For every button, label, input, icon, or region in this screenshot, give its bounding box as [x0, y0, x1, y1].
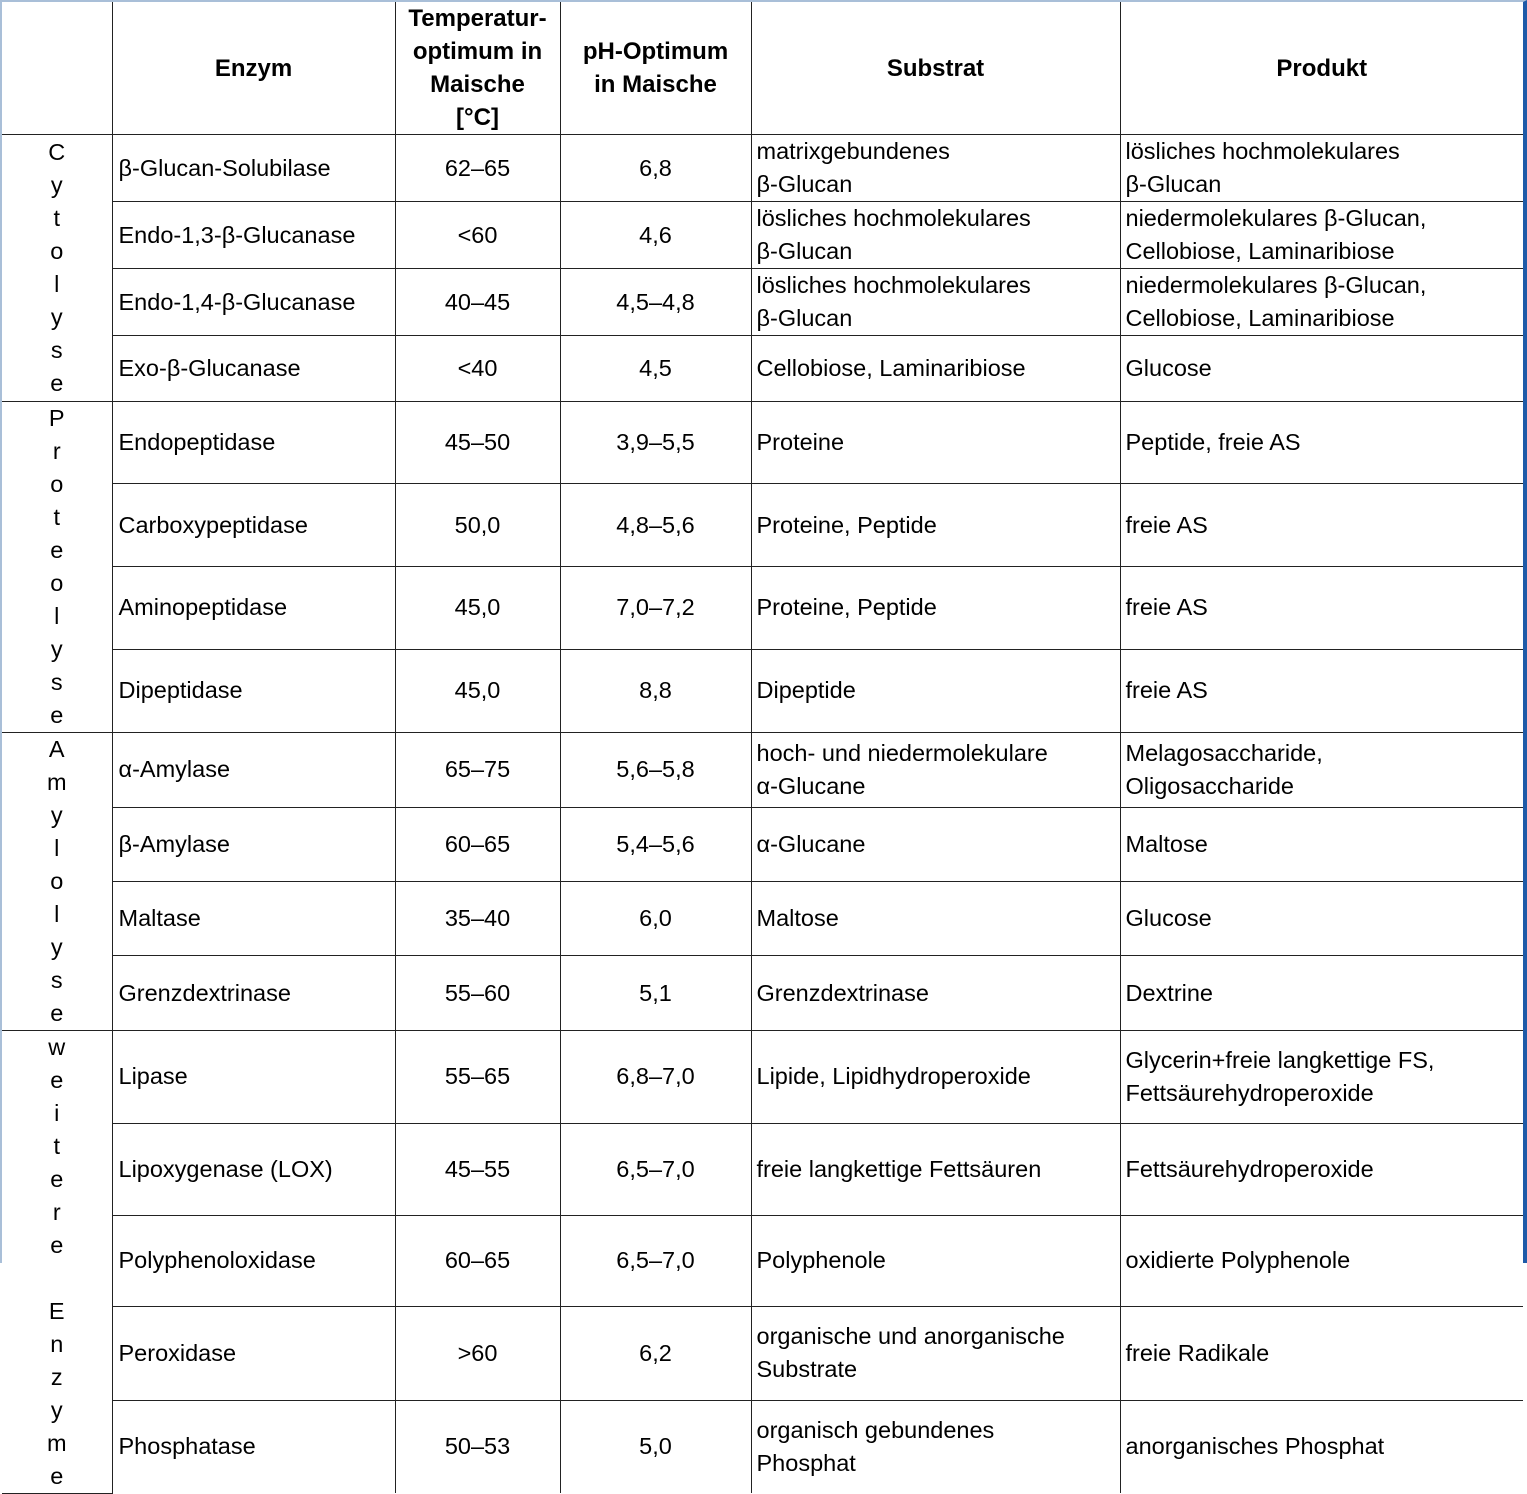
ph-cell: 4,5 [560, 336, 751, 402]
ph-cell: 6,8–7,0 [560, 1030, 751, 1124]
substrate-line: β-Glucan [756, 305, 853, 331]
temperature-cell: 50–53 [395, 1400, 560, 1493]
product-cell [1120, 401, 1523, 484]
table-row [2, 336, 1523, 402]
temperature-cell: <40 [395, 336, 560, 402]
product-cell [1120, 1124, 1523, 1216]
ph-cell: 6,0 [560, 882, 751, 956]
product-line: niedermolekulares β-Glucan, [1125, 205, 1427, 231]
substrate-line: Cellobiose, Laminaribiose [756, 354, 1026, 381]
table-row [2, 882, 1523, 956]
table-row [2, 401, 1523, 484]
table-row [2, 1400, 1523, 1493]
temperature-cell: 35–40 [395, 882, 560, 956]
group-label-char: P [48, 404, 65, 431]
enzyme-table [2, 2, 1523, 1494]
group-label-char: m [46, 768, 67, 795]
group-label-char: t [53, 204, 61, 231]
group-label-char: s [50, 668, 63, 695]
product-line: Glucose [1125, 354, 1212, 381]
substrate-line: Dipeptide [756, 677, 856, 704]
ph-cell: 5,6–5,8 [560, 732, 751, 808]
substrate-line: Proteine, Peptide [756, 511, 937, 538]
enzyme-cell: α-Amylase [112, 732, 395, 808]
header-row [2, 2, 1523, 135]
ph-cell: 5,1 [560, 956, 751, 1030]
header-temperature-line: Temperatur- [408, 5, 547, 32]
substrate-cell [751, 269, 1120, 336]
group-label-char: y [50, 303, 63, 330]
substrate-cell [751, 732, 1120, 808]
temperature-cell: 55–65 [395, 1030, 560, 1124]
substrate-line: organische und anorganische [756, 1323, 1065, 1350]
substrate-cell [751, 1307, 1120, 1401]
ph-cell: 8,8 [560, 649, 751, 732]
substrate-line: organisch gebundenes [756, 1416, 995, 1443]
enzyme-cell: Grenzdextrinase [112, 956, 395, 1030]
group-label-char: t [53, 503, 61, 530]
enzyme-cell: β-Amylase [112, 808, 395, 882]
temperature-cell: 45–50 [395, 401, 560, 484]
enzyme-cell: Endo-1,3-β-Glucanase [112, 202, 395, 269]
product-line: freie Radikale [1125, 1339, 1270, 1366]
table-row [2, 1124, 1523, 1216]
product-cell [1120, 882, 1523, 956]
substrate-cell [751, 882, 1120, 956]
group-label-char: A [48, 735, 65, 762]
substrate-cell [751, 808, 1120, 882]
table-row [2, 269, 1523, 336]
header-temperature [395, 2, 560, 135]
group-label-char: i [54, 1099, 60, 1126]
header-ph-line: pH-Optimum [582, 38, 729, 65]
substrate-line: Proteine, Peptide [756, 594, 937, 621]
product-line: Cellobiose, Laminaribiose [1125, 238, 1395, 264]
product-line: Oligosaccharide [1125, 772, 1295, 799]
group-label-char: e [50, 1165, 64, 1192]
product-line: Melagosaccharide, [1125, 739, 1323, 766]
enzyme-cell: β-Glucan-Solubilase [112, 135, 395, 202]
group-label-char: e [50, 1462, 64, 1489]
group-label-char: l [54, 900, 60, 927]
substrate-line: Grenzdextrinase [756, 979, 929, 1006]
ph-cell: 6,8 [560, 135, 751, 202]
group-label-char: n [50, 1330, 64, 1357]
table-row [2, 649, 1523, 732]
temperature-cell: <60 [395, 202, 560, 269]
product-cell [1120, 135, 1523, 202]
product-line: Dextrine [1125, 979, 1214, 1006]
substrate-line: β-Glucan [756, 171, 853, 197]
group-label-char: o [50, 867, 64, 894]
table-row [2, 1307, 1523, 1401]
temperature-cell: 45,0 [395, 649, 560, 732]
temperature-cell: 45,0 [395, 567, 560, 650]
substrate-line: Maltose [756, 905, 839, 932]
substrate-line: β-Glucan [756, 238, 853, 264]
temperature-cell: 62–65 [395, 135, 560, 202]
enzyme-cell: Phosphatase [112, 1400, 395, 1493]
substrate-line: lösliches hochmolekulares [756, 205, 1031, 231]
header-temperature-line: optimum in [412, 38, 543, 65]
group-label-text [2, 733, 112, 1030]
substrate-cell [751, 484, 1120, 567]
temperature-cell: 40–45 [395, 269, 560, 336]
ph-cell: 3,9–5,5 [560, 401, 751, 484]
group-label-char: l [54, 270, 60, 297]
substrate-cell [751, 956, 1120, 1030]
product-cell [1120, 202, 1523, 269]
substrate-cell [751, 1215, 1120, 1307]
substrate-line: Polyphenole [756, 1247, 886, 1274]
group-label-char: r [52, 1198, 61, 1225]
group-label-char: e [50, 1231, 64, 1258]
group-label-char: y [50, 1396, 63, 1423]
product-cell [1120, 269, 1523, 336]
product-line: freie AS [1125, 511, 1208, 538]
temperature-cell: 50,0 [395, 484, 560, 567]
group-label-char: e [50, 536, 64, 563]
group-label-char: y [50, 635, 63, 662]
enzyme-cell: Exo-β-Glucanase [112, 336, 395, 402]
group-label [2, 135, 112, 402]
substrate-line: Lipide, Lipidhydroperoxide [756, 1063, 1031, 1090]
substrate-cell [751, 1400, 1120, 1493]
temperature-cell: 60–65 [395, 808, 560, 882]
group-label-char: o [50, 237, 64, 264]
enzyme-cell: Lipoxygenase (LOX) [112, 1124, 395, 1216]
product-cell [1120, 956, 1523, 1030]
table-row [2, 135, 1523, 202]
enzyme-cell: Peroxidase [112, 1307, 395, 1401]
ph-cell: 5,4–5,6 [560, 808, 751, 882]
group-label-char: l [54, 834, 60, 861]
enzyme-cell: Carboxypeptidase [112, 484, 395, 567]
group-label-char: y [50, 171, 63, 198]
product-cell [1120, 484, 1523, 567]
enzyme-cell: Maltase [112, 882, 395, 956]
substrate-cell [751, 401, 1120, 484]
group-label-char: z [50, 1363, 63, 1390]
temperature-cell: 55–60 [395, 956, 560, 1030]
group-label-char: m [46, 1429, 67, 1456]
product-cell [1120, 1307, 1523, 1401]
ph-cell: 7,0–7,2 [560, 567, 751, 650]
group-label-text [2, 1031, 112, 1493]
product-cell [1120, 732, 1523, 808]
temperature-cell: 60–65 [395, 1215, 560, 1307]
group-label [2, 732, 112, 1030]
group-label-char: y [50, 933, 63, 960]
header-temperature-line: [°C] [456, 104, 499, 131]
substrate-cell [751, 135, 1120, 202]
header-product: Produkt [1120, 2, 1523, 135]
substrate-line: Substrate [756, 1356, 858, 1383]
substrate-line: Proteine [756, 428, 845, 455]
table-row [2, 567, 1523, 650]
group-label-char: E [48, 1297, 65, 1324]
product-line: Fettsäurehydroperoxide [1125, 1079, 1374, 1106]
product-cell [1120, 336, 1523, 402]
product-line: Cellobiose, Laminaribiose [1125, 305, 1395, 331]
product-line: Fettsäurehydroperoxide [1125, 1155, 1374, 1182]
group-label [2, 401, 112, 732]
enzyme-cell: Endopeptidase [112, 401, 395, 484]
substrate-line: α-Glucane [756, 831, 866, 858]
product-cell [1120, 808, 1523, 882]
product-cell [1120, 567, 1523, 650]
substrate-line: Phosphat [756, 1449, 856, 1476]
product-line: Maltose [1125, 831, 1208, 858]
product-cell [1120, 1030, 1523, 1124]
substrate-cell [751, 1124, 1120, 1216]
product-line: freie AS [1125, 677, 1208, 704]
group-label-char: C [48, 138, 66, 165]
product-line: niedermolekulares β-Glucan, [1125, 272, 1427, 298]
product-line: Glucose [1125, 905, 1212, 932]
temperature-cell: >60 [395, 1307, 560, 1401]
temperature-cell: 45–55 [395, 1124, 560, 1216]
group-label-char: r [52, 437, 61, 464]
product-line: Peptide, freie AS [1125, 428, 1301, 455]
ph-cell: 5,0 [560, 1400, 751, 1493]
ph-cell: 6,5–7,0 [560, 1124, 751, 1216]
group-label-char: t [53, 1132, 61, 1159]
table-body [2, 135, 1523, 1494]
table-row [2, 956, 1523, 1030]
product-cell [1120, 649, 1523, 732]
header-temperature-line: Maische [430, 71, 525, 98]
product-line: β-Glucan [1125, 171, 1222, 197]
substrate-line: matrixgebundenes [756, 138, 950, 164]
product-line: anorganisches Phosphat [1125, 1433, 1385, 1460]
group-label-char: o [50, 470, 64, 497]
enzyme-cell: Aminopeptidase [112, 567, 395, 650]
group-label-char: e [50, 1066, 64, 1093]
group-label-char [2, 1262, 112, 1295]
header-group [2, 2, 112, 135]
substrate-line: hoch- und niedermolekulare [756, 739, 1048, 766]
product-line: oxidierte Polyphenole [1125, 1247, 1351, 1274]
table-row [2, 484, 1523, 567]
table-row [2, 808, 1523, 882]
table-row [2, 1030, 1523, 1124]
header-ph-line: in Maische [594, 71, 717, 98]
group-label-text [2, 402, 112, 732]
product-line: freie AS [1125, 594, 1208, 621]
product-cell [1120, 1400, 1523, 1493]
ph-cell: 6,5–7,0 [560, 1215, 751, 1307]
table-row [2, 732, 1523, 808]
enzyme-cell: Dipeptidase [112, 649, 395, 732]
product-line: Glycerin+freie langkettige FS, [1125, 1046, 1435, 1073]
temperature-cell: 65–75 [395, 732, 560, 808]
ph-cell: 6,2 [560, 1307, 751, 1401]
group-label-char: s [50, 336, 63, 363]
group-label-char: s [50, 966, 63, 993]
header-enzyme: Enzym [112, 2, 395, 135]
substrate-line: freie langkettige Fettsäuren [756, 1155, 1042, 1182]
enzyme-cell: Polyphenoloxidase [112, 1215, 395, 1307]
table-row [2, 202, 1523, 269]
substrate-cell [751, 202, 1120, 269]
group-label-char: o [50, 569, 64, 596]
group-label-char: e [50, 999, 64, 1026]
substrate-cell [751, 336, 1120, 402]
group-label-text [2, 136, 112, 400]
enzyme-cell: Endo-1,4-β-Glucanase [112, 269, 395, 336]
group-label-char: e [50, 369, 64, 396]
product-line: lösliches hochmolekulares [1125, 138, 1400, 164]
group-label-char: y [50, 801, 63, 828]
substrate-line: lösliches hochmolekulares [756, 272, 1031, 298]
substrate-cell [751, 1030, 1120, 1124]
group-label [2, 1030, 112, 1493]
group-label-char: w [48, 1033, 66, 1060]
header-substrate: Substrat [751, 2, 1120, 135]
enzyme-cell: Lipase [112, 1030, 395, 1124]
substrate-line: α-Glucane [756, 772, 866, 799]
table-row [2, 1215, 1523, 1307]
group-label-char: e [50, 701, 64, 728]
ph-cell: 4,8–5,6 [560, 484, 751, 567]
substrate-cell [751, 567, 1120, 650]
group-label-char: l [54, 602, 60, 629]
product-cell [1120, 1215, 1523, 1307]
ph-cell: 4,6 [560, 202, 751, 269]
ph-cell: 4,5–4,8 [560, 269, 751, 336]
substrate-cell [751, 649, 1120, 732]
header-ph [560, 2, 751, 135]
